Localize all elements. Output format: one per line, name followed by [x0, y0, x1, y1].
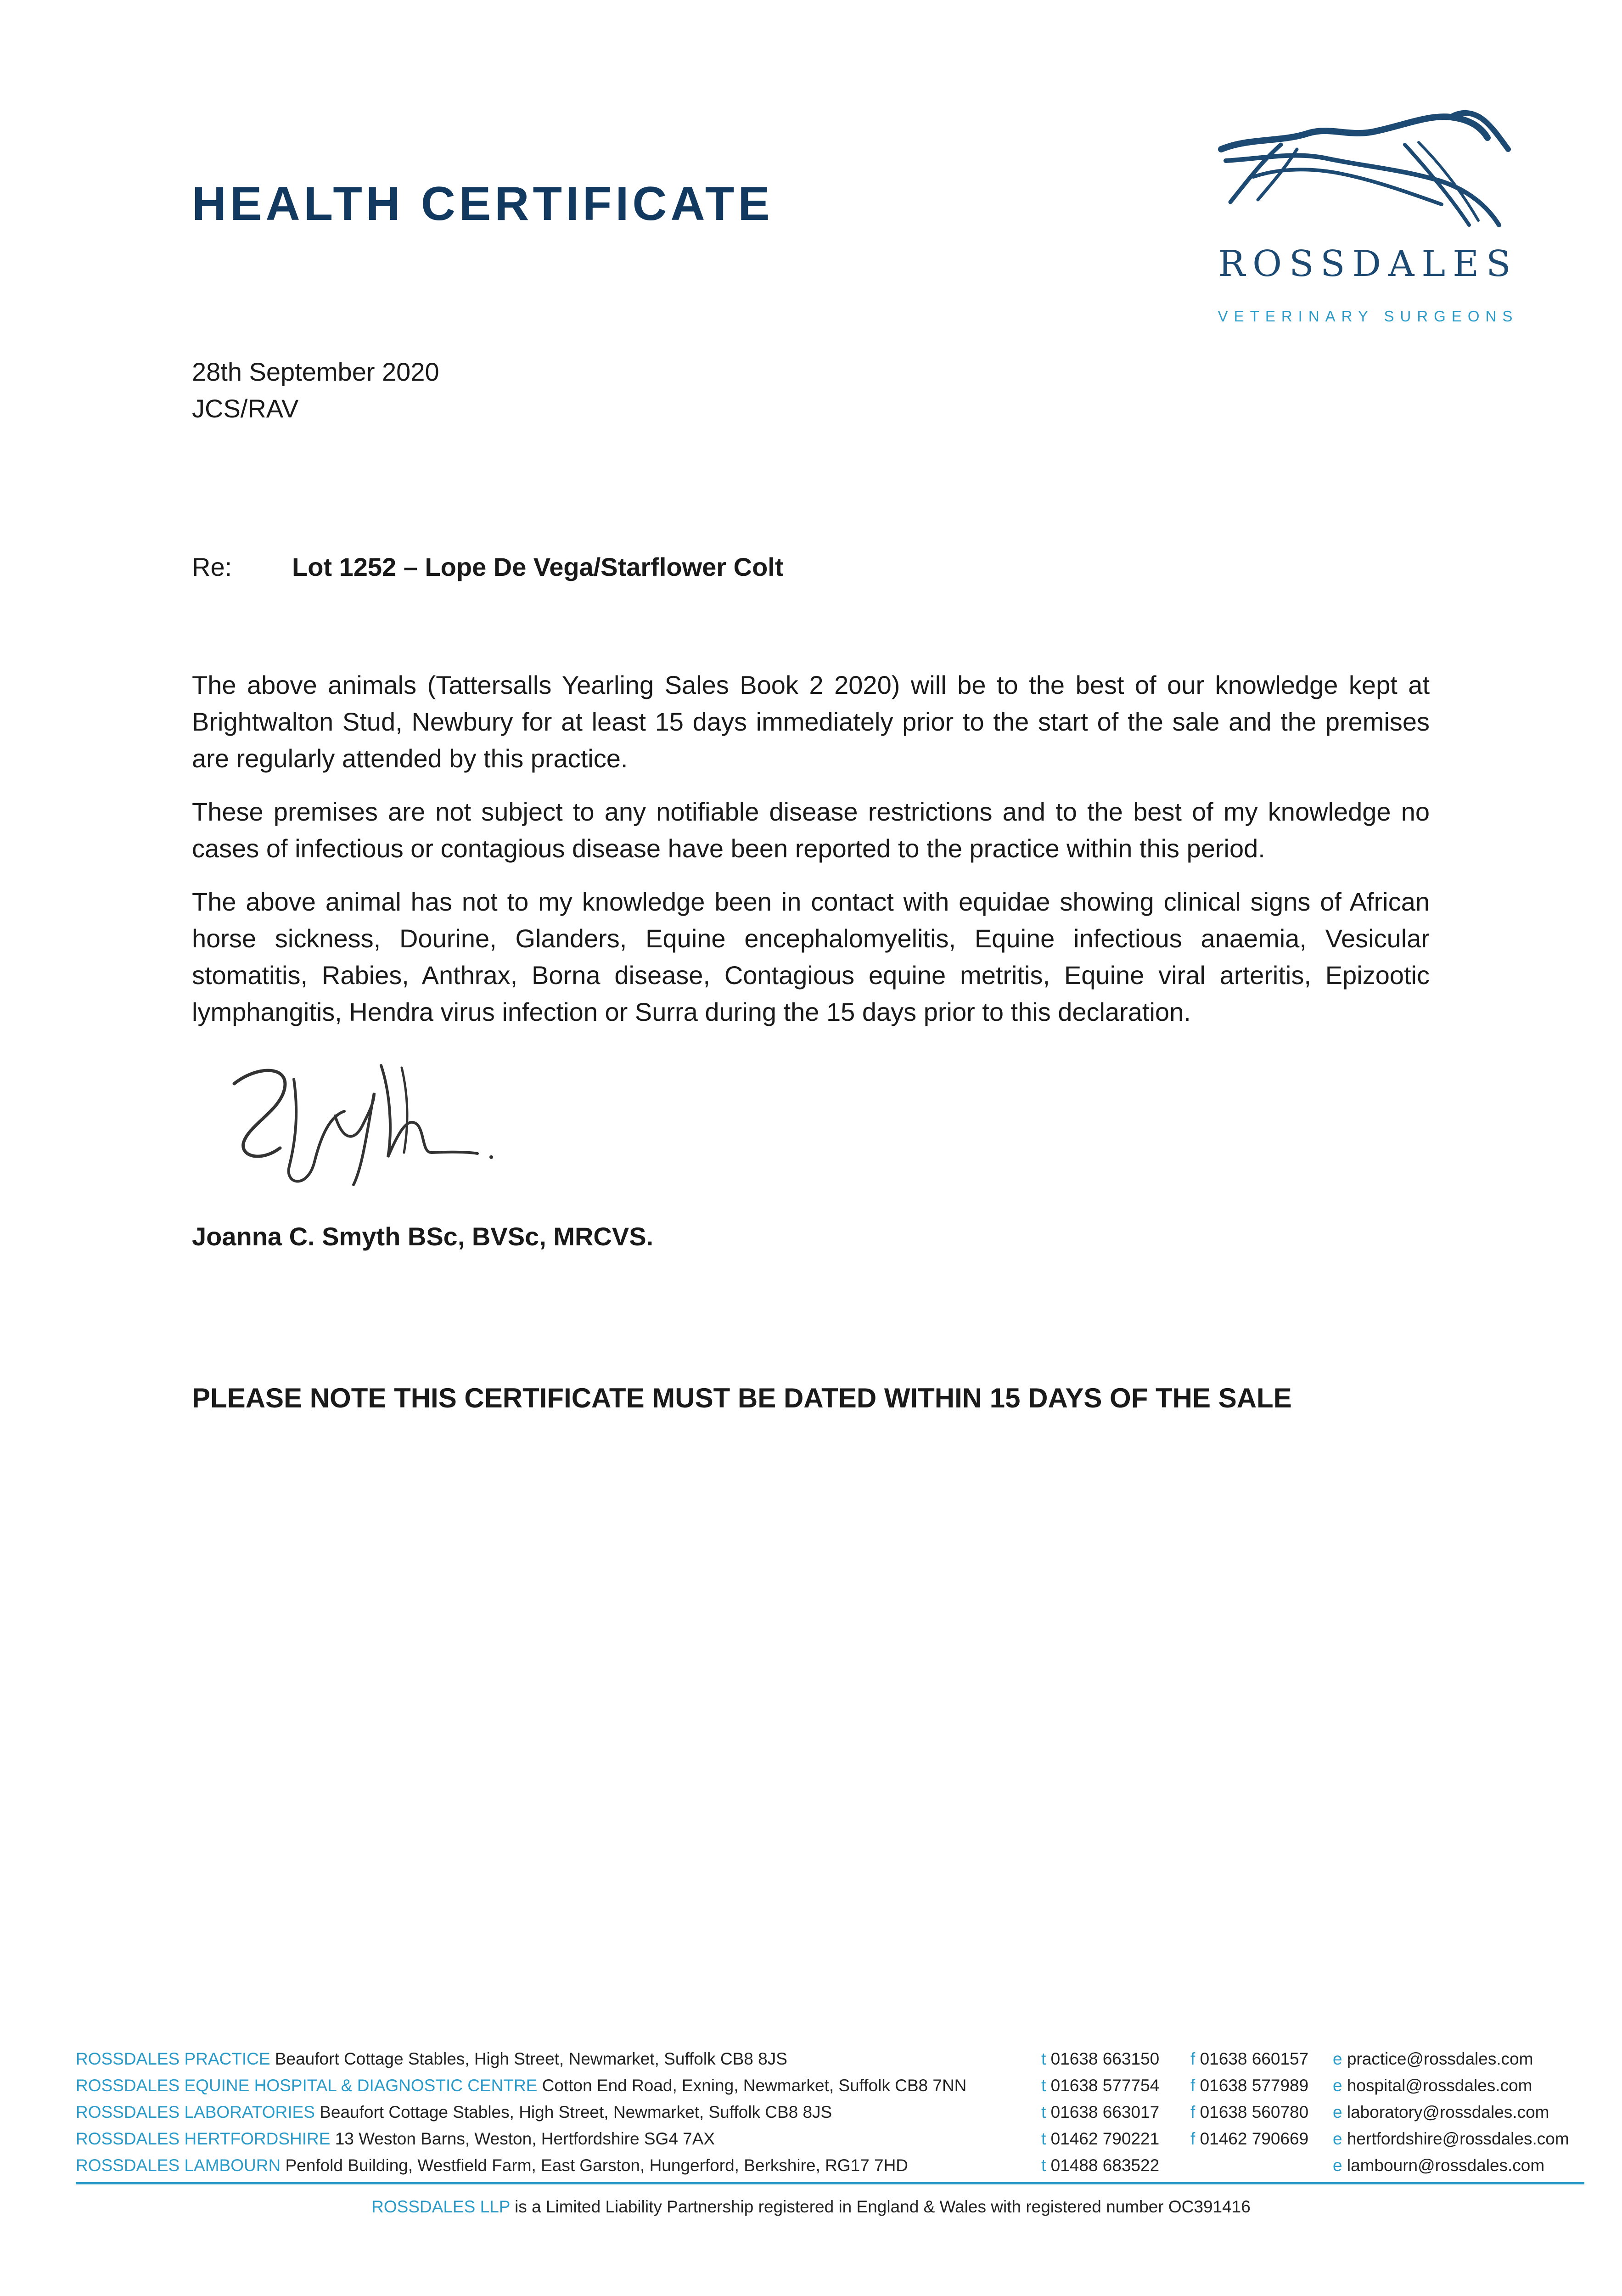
office-phone: t 01488 683522 [1041, 2156, 1160, 2175]
footer-offices [76, 2046, 1584, 2179]
office-phone: t 01462 790221 [1041, 2129, 1160, 2148]
llp-text: is a Limited Liability Partnership registered in England & Wales with registered number OC391416 [515, 2197, 1251, 2216]
office-address: Beaufort Cottage Stables, High Street, Newmarket, Suffolk CB8 8JS [320, 2103, 832, 2122]
signature-icon [216, 1047, 500, 1199]
rossdales-logo [1212, 106, 1524, 335]
body-paragraph: The above animals (Tattersalls Yearling Sales Book 2 2020) will be to the best of our knowledge kept at Brightwalton Stud, Newbury for at least 15 days immediately prior to the start of the sale and the premises are regularly attended by this practice. [192, 670, 1430, 773]
horse-logo-icon [1212, 106, 1524, 243]
footer-divider [76, 2182, 1584, 2184]
office-fax: f 01638 660157 [1190, 2049, 1309, 2068]
footer-office-row [76, 2099, 1584, 2126]
office-phone: t 01638 577754 [1041, 2076, 1160, 2095]
office-fax: f 01638 560780 [1190, 2103, 1309, 2122]
footer-office-row [76, 2126, 1584, 2152]
letter-date: 28th September 2020 [192, 357, 439, 386]
office-address: Cotton End Road, Exning, Newmarket, Suffolk CB8 7NN [542, 2076, 967, 2095]
office-email: e hertfordshire@rossdales.com [1333, 2129, 1569, 2148]
footer-llp-notice [0, 2197, 1622, 2217]
office-phone: t 01638 663150 [1041, 2049, 1160, 2068]
body-paragraph: These premises are not subject to any notifiable disease restrictions and to the best of my knowledge no cases of infectious or contagious disease have been reported to the practice within this period. [192, 797, 1430, 863]
office-name: ROSSDALES LAMBOURN [76, 2156, 281, 2175]
office-fax: f 01638 577989 [1190, 2076, 1309, 2095]
office-name: ROSSDALES PRACTICE [76, 2049, 270, 2068]
office-email: e laboratory@rossdales.com [1333, 2103, 1549, 2122]
signatory-name: Joanna C. Smyth BSc, BVSc, MRCVS. [192, 1222, 654, 1251]
logo-wordmark: ROSSDALES [1218, 243, 1518, 285]
office-email: e practice@rossdales.com [1333, 2049, 1533, 2068]
llp-name: ROSSDALES LLP [371, 2197, 510, 2216]
office-email: e lambourn@rossdales.com [1333, 2156, 1545, 2175]
office-name: ROSSDALES EQUINE HOSPITAL & DIAGNOSTIC CENTRE [76, 2076, 538, 2095]
footer-office-row [76, 2152, 1584, 2179]
certificate-body [192, 667, 1430, 1047]
office-address: Beaufort Cottage Stables, High Street, Newmarket, Suffolk CB8 8JS [275, 2049, 787, 2068]
office-name: ROSSDALES LABORATORIES [76, 2103, 315, 2122]
body-paragraph: The above animal has not to my knowledge been in contact with equidae showing clinical signs of African horse sickness, Dourine, Glanders, Equine encephalomyelitis, Equine infectious anaemia, Vesicular stomatitis, Rabies, Anthrax, Borna disease, Contagious equine metritis, Equine viral arteritis, Epizootic lymphangitis, Hendra virus infection or Surra during the 15 days prior to this declaration. [192, 887, 1430, 1026]
logo-tagline: VETERINARY SURGEONS [1218, 308, 1519, 325]
office-name: ROSSDALES HERTFORDSHIRE [76, 2129, 331, 2148]
signature [216, 1047, 500, 1199]
re-subject: Lot 1252 – Lope De Vega/Starflower Colt [292, 552, 784, 581]
re-label: Re: [192, 552, 232, 581]
footer-office-row [76, 2072, 1584, 2099]
office-email: e hospital@rossdales.com [1333, 2076, 1532, 2095]
letter-reference: JCS/RAV [192, 394, 299, 423]
office-phone: t 01638 663017 [1041, 2103, 1160, 2122]
re-line [192, 549, 784, 585]
office-address: 13 Weston Barns, Weston, Hertfordshire SG4 7AX [335, 2129, 715, 2148]
footer-office-row [76, 2046, 1584, 2072]
certificate-title: HEALTH CERTIFICATE [192, 177, 774, 231]
office-address: Penfold Building, Westfield Farm, East Garston, Hungerford, Berkshire, RG17 7HD [285, 2156, 909, 2175]
office-fax: f 01462 790669 [1190, 2129, 1309, 2148]
letter-meta [192, 354, 439, 427]
certificate-note: PLEASE NOTE THIS CERTIFICATE MUST BE DATED WITHIN 15 DAYS OF THE SALE [192, 1383, 1292, 1413]
